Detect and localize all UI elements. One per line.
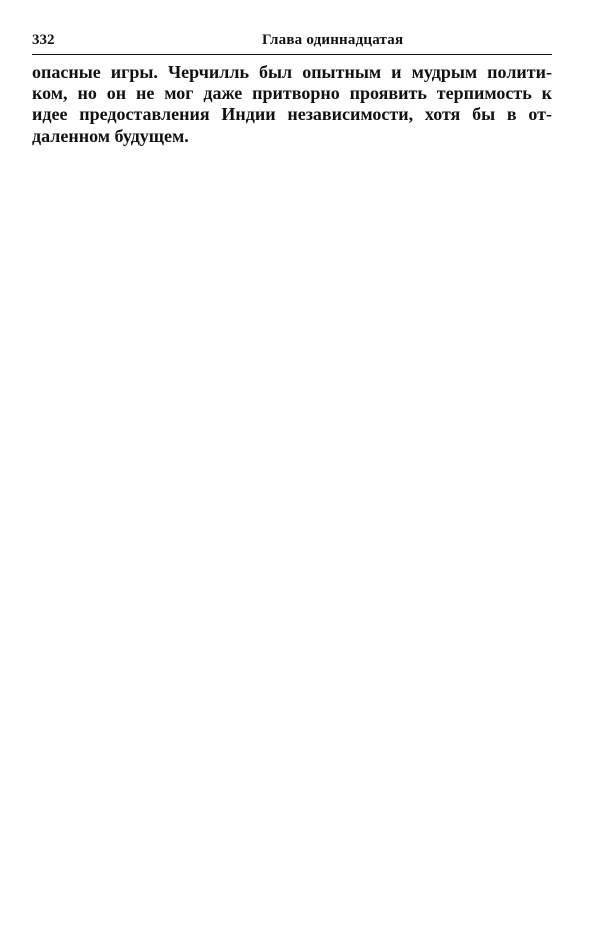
- paragraph-1: [32, 62, 552, 147]
- page-number: 332: [32, 32, 55, 48]
- text-line: идее предоставления Индии независимости, хотя бы в от-: [32, 104, 552, 125]
- text-line: даленном будущем.: [32, 125, 189, 146]
- running-head: [32, 30, 552, 55]
- text-line: ком, но он не мог даже притворно проявить терпимость к: [32, 83, 552, 104]
- body-text: [32, 62, 552, 147]
- text-line: опасные игры. Черчилль был опытным и мудрым полити-: [32, 62, 552, 82]
- chapter-title: Глава одиннадцатая: [262, 32, 404, 48]
